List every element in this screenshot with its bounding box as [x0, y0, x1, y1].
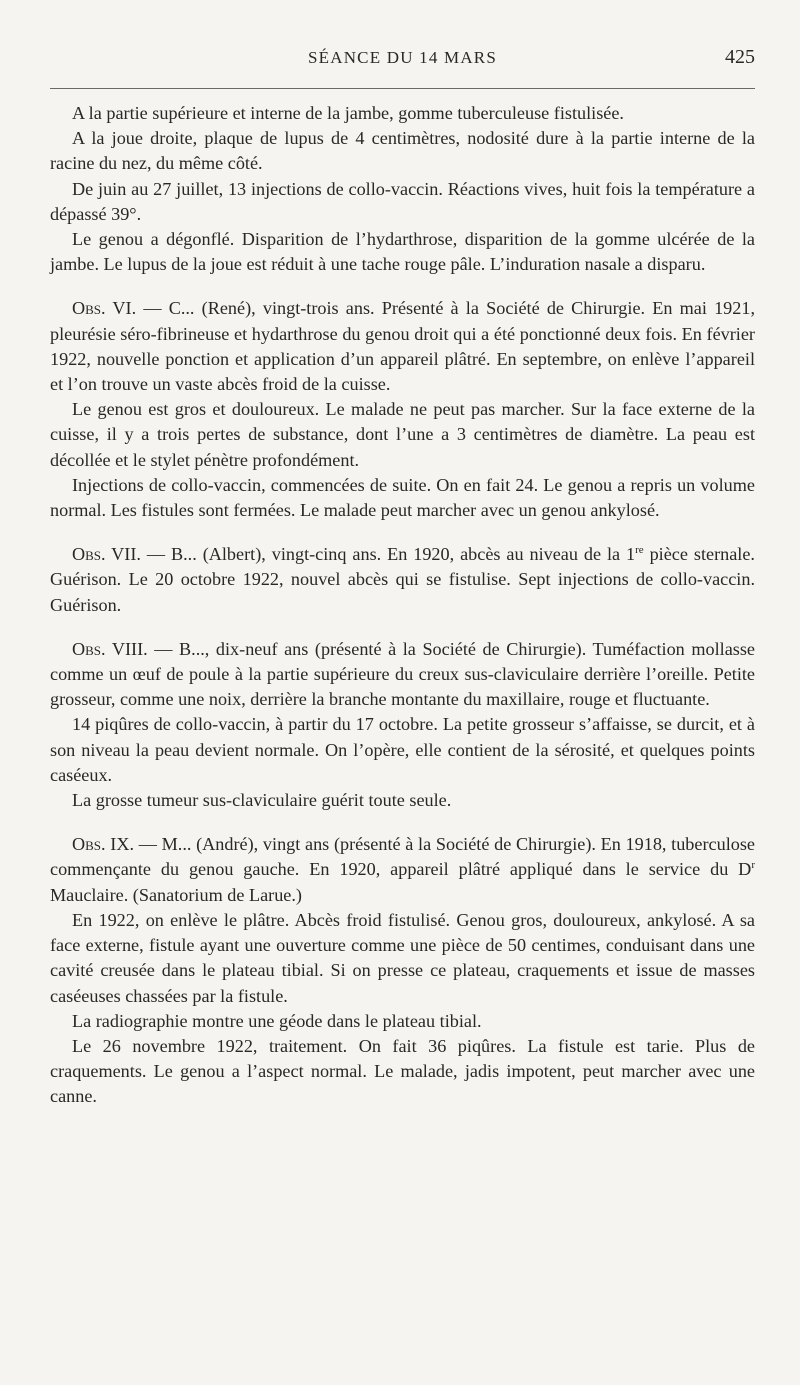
observation-vii-superscript: re	[635, 544, 644, 557]
observation-ix-text-b: Mauclaire. (Sanatorium de Larue.)	[50, 884, 302, 905]
observation-viii	[50, 637, 755, 813]
observation-viii-label: Obs. VIII.	[72, 638, 148, 659]
observation-ix-paragraph-3: La radiographie montre une géode dans le plateau tibial.	[72, 1010, 482, 1031]
running-head: SÉANCE DU 14 MARS	[307, 48, 497, 67]
observation-vii	[50, 542, 755, 618]
observation-ix-paragraph-2: En 1922, on enlève le plâtre. Abcès froid fistulisé. Genou gros, douloureux, ankylosé. A sa face externe, fistule ayant une ouverture comme une pièce de 50 centimes, conduisant dans une cavité creusée dans le plateau tibial. Si on presse ce plateau, craquements et issue de masses caséeuses chassées par la fistule.	[50, 909, 755, 1006]
document-body	[50, 101, 755, 1110]
paragraph-leg-gumma: A la partie supérieure et interne de la jambe, gomme tuberculeuse fistulisée.	[72, 103, 624, 123]
observation-viii-paragraph-2: 14 piqûres de collo-vaccin, à partir du 17 octobre. La petite grosseur s’affaisse, se durcit, et à son niveau la peau devient normale. On l’opère, elle contient de la sérosité, et quelques points caséeux.	[50, 714, 755, 785]
paragraph-cheek-lupus: A la joue droite, plaque de lupus de 4 centimètres, nodosité dure à la partie interne de la racine du nez, du même côté.	[50, 128, 755, 174]
observation-vii-text-b: pièce sternale. Guérison. Le 20 octobre 1922, nouvel abcès qui se fistulise. Sept injections de collo-vaccin. Guérison.	[50, 544, 755, 615]
observation-vii-paragraph-1	[50, 542, 755, 618]
observation-ix-superscript: r	[751, 859, 755, 872]
page-number: 425	[725, 46, 755, 68]
observation-ix-paragraph-4: Le 26 novembre 1922, traitement. On fait 36 piqûres. La fistule est tarie. Plus de craquements. Le genou a l’aspect normal. Le malade, jadis impotent, peut marcher avec une canne.	[50, 1035, 755, 1107]
page	[50, 38, 755, 1110]
paragraph-injections-reactions: De juin au 27 juillet, 13 injections de collo-vaccin. Réactions vives, huit fois la température a dépassé 39°.	[50, 178, 755, 224]
observation-ix	[50, 832, 755, 1109]
observation-viii-paragraph-1	[50, 637, 755, 713]
header-rule	[50, 88, 755, 89]
observation-vii-text-a: — B... (Albert), vingt-cinq ans. En 1920, abcès au niveau de la 1	[140, 544, 636, 565]
page-header	[50, 38, 755, 78]
observation-vi-paragraph-1	[50, 296, 755, 397]
observation-vi-text-1: — C... (René), vingt-trois ans. Présenté à la Société de Chirurgie. En mai 1921, pleurésie séro-fibrineuse et hydarthrose du genou droit qui a été ponctionné deux fois. En février 1922, nouvelle ponction et application d’un appareil plâtré. En septembre, on enlève l’appareil et l’on trouve un vaste abcès froid de la cuisse.	[50, 298, 755, 395]
observation-vii-label: Obs. VII.	[72, 544, 141, 565]
observation-vi-paragraph-2: Le genou est gros et douloureux. Le malade ne peut pas marcher. Sur la face externe de la cuisse, il y a trois pertes de substance, dont l’une a 3 centimètres de diamètre. La peau est décollée et le stylet pénètre profondément.	[50, 399, 755, 470]
observation-ix-text-a: — M... (André), vingt ans (présenté à la Société de Chirurgie). En 1918, tuberculose commençante du genou gauche. En 1920, appareil plâtré appliqué dans le service du D	[50, 834, 755, 880]
observation-ix-paragraph-1	[50, 832, 755, 908]
observation-vi-label: Obs. VI.	[72, 298, 137, 319]
observation-viii-text-1: — B..., dix-neuf ans (présenté à la Société de Chirurgie). Tuméfaction mollasse comme un œuf de poule à la partie supérieure du creux sus-claviculaire derrière l’oreille. Petite grosseur, comme une noix, derrière la branche montante du maxillaire, rouge et fluctuante.	[50, 638, 755, 710]
observation-viii-paragraph-3: La grosse tumeur sus-claviculaire guérit toute seule.	[72, 790, 452, 811]
paragraph-outcome: Le genou a dégonflé. Disparition de l’hydarthrose, disparition de la gomme ulcérée de la jambe. Le lupus de la joue est réduit à une tache rouge pâle. L’induration nasale a disparu.	[50, 229, 755, 275]
observation-ix-label: Obs. IX.	[72, 834, 135, 855]
observation-vi	[50, 296, 755, 523]
observation-vi-paragraph-3: Injections de collo-vaccin, commencées de suite. On en fait 24. Le genou a repris un volume normal. Les fistules sont fermées. Le malade peut marcher avec un genou ankylosé.	[50, 474, 755, 521]
